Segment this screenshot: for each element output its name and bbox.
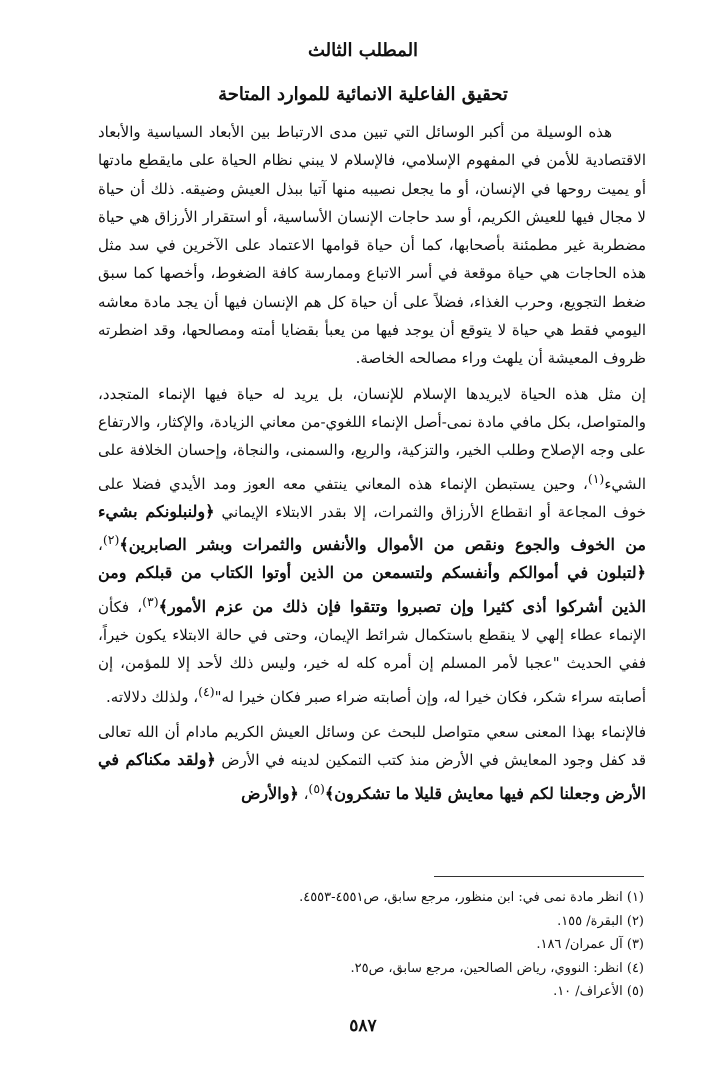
quran-quote-2: ﴿لتبلون في أموالكم وأنفسكم ولتسمعن من الذين أوتوا الكتاب من قبلكم ومن الذين أشركوا أذى كثيرا وإن تصبروا وتتقوا فإن ذلك من عزم الأمور﴾ [98,563,646,616]
footnote-ref-4: (٤) [198,683,215,699]
footnote-ref-5: (٥) [308,780,325,796]
body-text [98,118,646,815]
section-subtitle: تحقيق الفاعلية الانمائية للموارد المتاحة [218,84,508,105]
footnote-ref-1: (١) [587,470,605,486]
quran-quote-3: ﴿ولقد مكناكم في الأرض وجعلنا لكم فيها معايش قليلا ما تشكرون﴾ [98,750,646,803]
footnote-ref-3: (٣) [142,593,159,609]
paragraph-2 [98,380,646,711]
paragraph-2-intro: إن مثل هذه الحياة لايريدها الإسلام للإنسان، بل يريد له حياة فيها الإنماء المتجدد، والمتواصل، بكل مافي مادة نمى-أصل الإنماء اللغوي-من معاني الزيادة، والإكثار، والارتفاع على وجه الإصلاح وطلب الخير، والتزكية، والريع، والسمنى، والنجاة، وإحسان الخلافة على الشيء [98,384,646,493]
paragraph-2-mid: ، وحين يستبطن الإنماء هذه المعاني ينتفي معه العوز ومد الأيدي فضلا على خوف المجاعة أو انقطاع الأرزاق والثمرات، إلا بقدر الابتلاء الإيماني [98,474,646,521]
footnote-ref-2: (٢) [102,532,120,548]
footnote-5: (٥) الأعراف/ ١٠. [553,984,644,999]
paragraph-3 [98,718,646,808]
footnote-divider [434,876,644,877]
separator-1: ، [98,536,103,555]
footnotes [84,886,644,1004]
quran-quote-4: ﴿والأرض [241,783,299,803]
separator-2: ، [298,784,309,803]
page-number: ٥٨٧ [349,1016,377,1036]
paragraph-2-end: ، فكأن الإنماء عطاء إلهي لا ينقطع باستكمال شرائط الإيمان، وحتى في حالة الابتلاء يكون خيراً، ففي الحديث "عجبا لأمر المسلم إن أمره كله له خير، وليس ذلك لأحد إلا للمؤمن، إن أصابته سراء شكر، فكان خيرا له، وإن أصابته ضراء صبر فكان خيرا له" [98,597,646,706]
footnote-4: (٤) انظر: النووي، رياض الصالحين، مرجع سابق، ص٢٥. [350,960,644,976]
quran-quote-1: ﴿ولنبلونكم بشيء من الخوف والجوع ونقص من الأموال والأنفس والثمرات وبشر الصابرين﴾ [98,501,647,555]
paragraph-2-tail: ، ولذلك دلالاته. [106,687,199,706]
paragraph-1: هذه الوسيلة من أكبر الوسائل التي تبين مدى الارتباط بين الأبعاد السياسية والأبعاد الاقتصادية للأمن في المفهوم الإسلامي، فالإسلام لا يبني نظام الحياة على مايقطع مادتها أو يميت روحها في الإنسان، أو ما يجعل نصيبه منها آتيا ببذل العيش وضيقه. ذلك أن حياة لا مجال فيها للعيش الكريم، أو سد حاجات الإنسان الأساسية، أو استقرار الأرزاق هي حياة مضطربة غير مطمئنة بأصحابها، كما أن حياة قوامها الاعتماد على الآخرين في سد مثل هذه الحاجات هي حياة موقعة في أسر الاتباع وممارسة كافة الضغوط، وأخصها كما سبق ضغط التجويع، وحرب الغذاء، فضلاً على أن حياة كل هم الإنسان فيها أن يجد مادة معاشه اليومي فقط هي حياة لا يتوقع أن يوجد فيها من يعبأ بقضايا أمته ومصالحها، وقد اضطرته ظروف المعيشة أن يلهث وراء مصالحه الخاصة. [98,123,646,368]
section-title: المطلب الثالث [307,40,419,61]
footnote-1: (١) انظر مادة نمى في: ابن منظور، مرجع سابق، ص٤٥٥١-٤٥٥٣. [299,890,644,905]
paragraph-3-intro: فالإنماء بهذا المعنى سعي متواصل للبحث عن وسائل العيش الكريم مادام أن الله تعالى قد كفل وجود المعايش في الأرض منذ كتب التمكين لدينه في الأرض [98,722,646,770]
footnote-2: (٢) البقرة/ ١٥٥. [557,913,644,929]
footnote-3: (٣) آل عمران/ ١٨٦. [536,937,644,952]
